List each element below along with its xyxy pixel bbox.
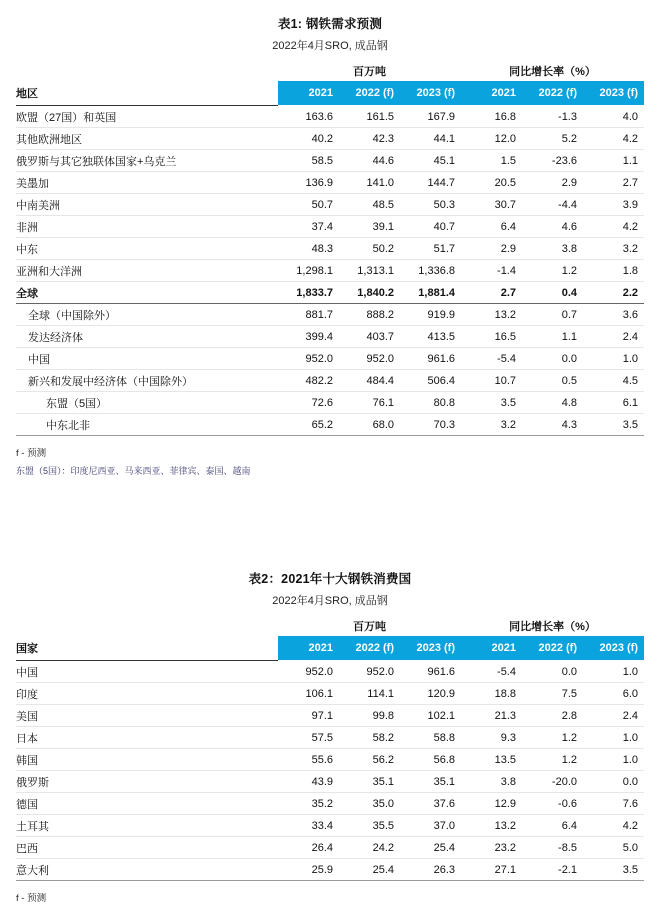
table2-group-growth: 同比增长率（%）: [509, 621, 596, 633]
cell-g2022: 2.9: [522, 172, 583, 194]
cell-g2023: 3.2: [583, 238, 644, 260]
cell-v2021: 33.4: [278, 815, 339, 837]
cell-g2021: 23.2: [461, 837, 522, 859]
table1-footnote: f - 预测: [16, 448, 47, 459]
cell-v2023: 1,881.4: [400, 282, 461, 304]
table-row: [16, 128, 644, 150]
table2-col-v2022: 2022 (f): [339, 636, 400, 661]
cell-g2021: 20.5: [461, 172, 522, 194]
cell-g2022: 0.0: [522, 348, 583, 370]
cell-g2023: 1.1: [583, 150, 644, 172]
cell-v2023: 506.4: [400, 370, 461, 392]
table1-group-volume: 百万吨: [353, 66, 386, 78]
table-row: [16, 661, 644, 683]
cell-g2023: 1.0: [583, 348, 644, 370]
cell-v2021: 55.6: [278, 749, 339, 771]
cell-g2023: 4.5: [583, 370, 644, 392]
table-row: [16, 326, 644, 348]
cell-v2021: 136.9: [278, 172, 339, 194]
cell-g2022: 4.8: [522, 392, 583, 414]
row-label: 中东北非: [16, 414, 278, 436]
row-label: 美墨加: [16, 172, 278, 194]
cell-v2021: 65.2: [278, 414, 339, 436]
table2-col-g2022: 2022 (f): [522, 636, 583, 661]
table1-footnote-asean: 东盟（5国）：印度尼西亚、马来西亚、菲律宾、泰国、越南: [16, 466, 251, 476]
cell-v2022: 24.2: [339, 837, 400, 859]
cell-v2022: 39.1: [339, 216, 400, 238]
table-row: [16, 172, 644, 194]
cell-g2021: 3.2: [461, 414, 522, 436]
cell-g2023: 3.6: [583, 304, 644, 326]
cell-v2022: 68.0: [339, 414, 400, 436]
row-label: 德国: [16, 793, 278, 815]
cell-v2023: 961.6: [400, 661, 461, 683]
cell-g2023: 6.0: [583, 683, 644, 705]
cell-g2022: 0.7: [522, 304, 583, 326]
cell-v2022: 403.7: [339, 326, 400, 348]
cell-v2021: 50.7: [278, 194, 339, 216]
cell-g2023: 6.1: [583, 392, 644, 414]
table-row: [16, 238, 644, 260]
table2-col-g2023: 2023 (f): [583, 636, 644, 661]
cell-v2023: 40.7: [400, 216, 461, 238]
cell-g2023: 5.0: [583, 837, 644, 859]
cell-g2021: 30.7: [461, 194, 522, 216]
table-row: [16, 859, 644, 881]
cell-g2023: 1.0: [583, 749, 644, 771]
table-row: [16, 837, 644, 859]
table-row: [16, 771, 644, 793]
cell-g2023: 2.4: [583, 326, 644, 348]
cell-g2022: -20.0: [522, 771, 583, 793]
cell-g2023: 4.2: [583, 216, 644, 238]
cell-v2023: 25.4: [400, 837, 461, 859]
table-row: [16, 705, 644, 727]
row-label: 土耳其: [16, 815, 278, 837]
cell-g2022: 5.2: [522, 128, 583, 150]
table-row: [16, 106, 644, 128]
table-row: [16, 282, 644, 304]
cell-g2021: 2.7: [461, 282, 522, 304]
cell-g2023: 4.2: [583, 128, 644, 150]
cell-v2023: 1,336.8: [400, 260, 461, 282]
table2-group-volume: 百万吨: [353, 621, 386, 633]
cell-v2022: 1,840.2: [339, 282, 400, 304]
cell-v2022: 888.2: [339, 304, 400, 326]
row-label: 亚洲和大洋洲: [16, 260, 278, 282]
table2: [16, 618, 644, 881]
cell-v2023: 70.3: [400, 414, 461, 436]
cell-g2021: 1.5: [461, 150, 522, 172]
row-label: 日本: [16, 727, 278, 749]
table-row: [16, 727, 644, 749]
table-row: [16, 194, 644, 216]
cell-g2022: 1.2: [522, 727, 583, 749]
table2-group-spacer: [16, 618, 278, 636]
cell-v2021: 40.2: [278, 128, 339, 150]
cell-g2021: -5.4: [461, 348, 522, 370]
table2-col-v2021: 2021: [278, 636, 339, 661]
cell-g2021: -1.4: [461, 260, 522, 282]
cell-g2023: 1.8: [583, 260, 644, 282]
cell-v2022: 50.2: [339, 238, 400, 260]
cell-g2021: 27.1: [461, 859, 522, 881]
cell-v2022: 35.5: [339, 815, 400, 837]
cell-v2022: 42.3: [339, 128, 400, 150]
row-label: 俄罗斯与其它独联体国家+乌克兰: [16, 150, 278, 172]
cell-v2023: 45.1: [400, 150, 461, 172]
table1-block: [16, 0, 644, 477]
row-label: 中国: [16, 661, 278, 683]
table2-head: [16, 618, 644, 661]
table1-body: [16, 106, 644, 436]
cell-g2022: 6.4: [522, 815, 583, 837]
cell-g2022: 3.8: [522, 238, 583, 260]
cell-g2021: 18.8: [461, 683, 522, 705]
table-row: [16, 216, 644, 238]
cell-g2021: 3.8: [461, 771, 522, 793]
cell-v2021: 58.5: [278, 150, 339, 172]
table-row: [16, 683, 644, 705]
cell-g2023: 3.5: [583, 859, 644, 881]
cell-v2023: 167.9: [400, 106, 461, 128]
cell-g2023: 3.9: [583, 194, 644, 216]
cell-v2023: 56.8: [400, 749, 461, 771]
cell-g2022: 1.1: [522, 326, 583, 348]
cell-g2022: 1.2: [522, 749, 583, 771]
table2-title: 表2：2021年十大钢铁消费国: [248, 572, 412, 586]
cell-g2021: 10.7: [461, 370, 522, 392]
cell-g2021: 2.9: [461, 238, 522, 260]
cell-g2021: 21.3: [461, 705, 522, 727]
cell-v2021: 952.0: [278, 348, 339, 370]
row-label: 东盟（5国）: [16, 392, 278, 414]
cell-g2021: 13.5: [461, 749, 522, 771]
row-label: 意大利: [16, 859, 278, 881]
cell-v2021: 37.4: [278, 216, 339, 238]
row-label: 中南美洲: [16, 194, 278, 216]
row-label: 美国: [16, 705, 278, 727]
cell-v2023: 80.8: [400, 392, 461, 414]
table1-head: [16, 63, 644, 106]
cell-g2022: 4.3: [522, 414, 583, 436]
cell-v2022: 35.0: [339, 793, 400, 815]
cell-v2022: 141.0: [339, 172, 400, 194]
cell-g2023: 7.6: [583, 793, 644, 815]
table-row: [16, 392, 644, 414]
row-label: 新兴和发展中经济体（中国除外）: [16, 370, 278, 392]
cell-g2021: 9.3: [461, 727, 522, 749]
cell-g2022: 0.0: [522, 661, 583, 683]
row-label: 全球（中国除外）: [16, 304, 278, 326]
table2-col-v2023: 2023 (f): [400, 636, 461, 661]
cell-v2023: 120.9: [400, 683, 461, 705]
cell-g2021: 16.5: [461, 326, 522, 348]
cell-v2021: 482.2: [278, 370, 339, 392]
table2-group-header-row: [16, 618, 644, 636]
cell-v2021: 1,833.7: [278, 282, 339, 304]
cell-v2021: 35.2: [278, 793, 339, 815]
table1-col-v2021: 2021: [278, 81, 339, 106]
cell-v2021: 106.1: [278, 683, 339, 705]
table2-footnote: f - 预测: [16, 893, 47, 904]
cell-v2021: 881.7: [278, 304, 339, 326]
table-row: [16, 304, 644, 326]
cell-g2023: 1.0: [583, 661, 644, 683]
table-row: [16, 348, 644, 370]
cell-g2022: -2.1: [522, 859, 583, 881]
cell-g2021: 6.4: [461, 216, 522, 238]
cell-g2023: 4.2: [583, 815, 644, 837]
table2-col-g2021: 2021: [461, 636, 522, 661]
cell-g2023: 2.7: [583, 172, 644, 194]
table1-col-v2023: 2023 (f): [400, 81, 461, 106]
table1-group-header-row: [16, 63, 644, 81]
cell-v2023: 919.9: [400, 304, 461, 326]
cell-g2023: 2.4: [583, 705, 644, 727]
cell-g2022: 1.2: [522, 260, 583, 282]
table1-title: 表1: 钢铁需求预测: [277, 17, 383, 31]
table1-col-label: 地区: [16, 81, 278, 106]
cell-v2023: 44.1: [400, 128, 461, 150]
cell-g2022: 2.8: [522, 705, 583, 727]
table1-subtitle: 2022年4月SRO, 成品钢: [272, 40, 388, 52]
cell-v2022: 44.6: [339, 150, 400, 172]
cell-g2021: 3.5: [461, 392, 522, 414]
table1-group-spacer: [16, 63, 278, 81]
cell-v2022: 76.1: [339, 392, 400, 414]
cell-v2023: 102.1: [400, 705, 461, 727]
cell-g2023: 4.0: [583, 106, 644, 128]
cell-g2021: 13.2: [461, 815, 522, 837]
table-row: [16, 260, 644, 282]
cell-g2021: 16.8: [461, 106, 522, 128]
cell-g2021: -5.4: [461, 661, 522, 683]
cell-v2021: 57.5: [278, 727, 339, 749]
cell-v2023: 37.6: [400, 793, 461, 815]
cell-v2023: 37.0: [400, 815, 461, 837]
table1-col-g2022: 2022 (f): [522, 81, 583, 106]
cell-v2022: 48.5: [339, 194, 400, 216]
row-label: 非洲: [16, 216, 278, 238]
cell-g2023: 3.5: [583, 414, 644, 436]
row-label: 韩国: [16, 749, 278, 771]
table-row: [16, 414, 644, 436]
table-row: [16, 793, 644, 815]
row-label: 欧盟（27国）和英国: [16, 106, 278, 128]
cell-g2023: 0.0: [583, 771, 644, 793]
cell-v2022: 952.0: [339, 661, 400, 683]
cell-v2022: 56.2: [339, 749, 400, 771]
cell-g2022: 7.5: [522, 683, 583, 705]
cell-v2021: 25.9: [278, 859, 339, 881]
cell-v2022: 161.5: [339, 106, 400, 128]
cell-v2023: 35.1: [400, 771, 461, 793]
table2-header-row: [16, 636, 644, 661]
cell-v2022: 58.2: [339, 727, 400, 749]
cell-v2021: 163.6: [278, 106, 339, 128]
cell-g2021: 12.0: [461, 128, 522, 150]
table2-block: [16, 477, 644, 904]
cell-g2022: 4.6: [522, 216, 583, 238]
table1-col-v2022: 2022 (f): [339, 81, 400, 106]
row-label: 巴西: [16, 837, 278, 859]
table-row: [16, 815, 644, 837]
cell-g2022: -4.4: [522, 194, 583, 216]
row-label: 其他欧洲地区: [16, 128, 278, 150]
cell-v2023: 50.3: [400, 194, 461, 216]
row-label: 中东: [16, 238, 278, 260]
cell-v2021: 72.6: [278, 392, 339, 414]
table1-header-row: [16, 81, 644, 106]
cell-g2022: -8.5: [522, 837, 583, 859]
cell-v2022: 1,313.1: [339, 260, 400, 282]
table1: [16, 63, 644, 436]
cell-v2023: 26.3: [400, 859, 461, 881]
cell-v2023: 58.8: [400, 727, 461, 749]
cell-v2022: 25.4: [339, 859, 400, 881]
cell-g2021: 13.2: [461, 304, 522, 326]
table1-col-g2023: 2023 (f): [583, 81, 644, 106]
table2-body: [16, 661, 644, 881]
table2-col-label: 国家: [16, 636, 278, 661]
row-label: 全球: [16, 282, 278, 304]
cell-g2021: 12.9: [461, 793, 522, 815]
cell-v2023: 413.5: [400, 326, 461, 348]
row-label: 印度: [16, 683, 278, 705]
cell-v2022: 35.1: [339, 771, 400, 793]
cell-g2023: 2.2: [583, 282, 644, 304]
cell-v2021: 1,298.1: [278, 260, 339, 282]
cell-v2021: 48.3: [278, 238, 339, 260]
cell-g2022: 0.4: [522, 282, 583, 304]
row-label: 发达经济体: [16, 326, 278, 348]
cell-g2022: 0.5: [522, 370, 583, 392]
cell-v2022: 99.8: [339, 705, 400, 727]
table-row: [16, 150, 644, 172]
cell-v2022: 484.4: [339, 370, 400, 392]
table1-group-growth: 同比增长率（%）: [509, 66, 596, 78]
table2-subtitle: 2022年4月SRO, 成品钢: [272, 595, 388, 607]
cell-v2023: 961.6: [400, 348, 461, 370]
table-row: [16, 370, 644, 392]
cell-g2022: -23.6: [522, 150, 583, 172]
table-row: [16, 749, 644, 771]
cell-v2021: 399.4: [278, 326, 339, 348]
cell-g2022: -1.3: [522, 106, 583, 128]
table1-col-g2021: 2021: [461, 81, 522, 106]
cell-g2023: 1.0: [583, 727, 644, 749]
cell-v2021: 97.1: [278, 705, 339, 727]
cell-v2023: 51.7: [400, 238, 461, 260]
cell-v2021: 26.4: [278, 837, 339, 859]
cell-v2022: 114.1: [339, 683, 400, 705]
row-label: 俄罗斯: [16, 771, 278, 793]
cell-v2023: 144.7: [400, 172, 461, 194]
cell-g2022: -0.6: [522, 793, 583, 815]
cell-v2021: 43.9: [278, 771, 339, 793]
row-label: 中国: [16, 348, 278, 370]
cell-v2022: 952.0: [339, 348, 400, 370]
cell-v2021: 952.0: [278, 661, 339, 683]
